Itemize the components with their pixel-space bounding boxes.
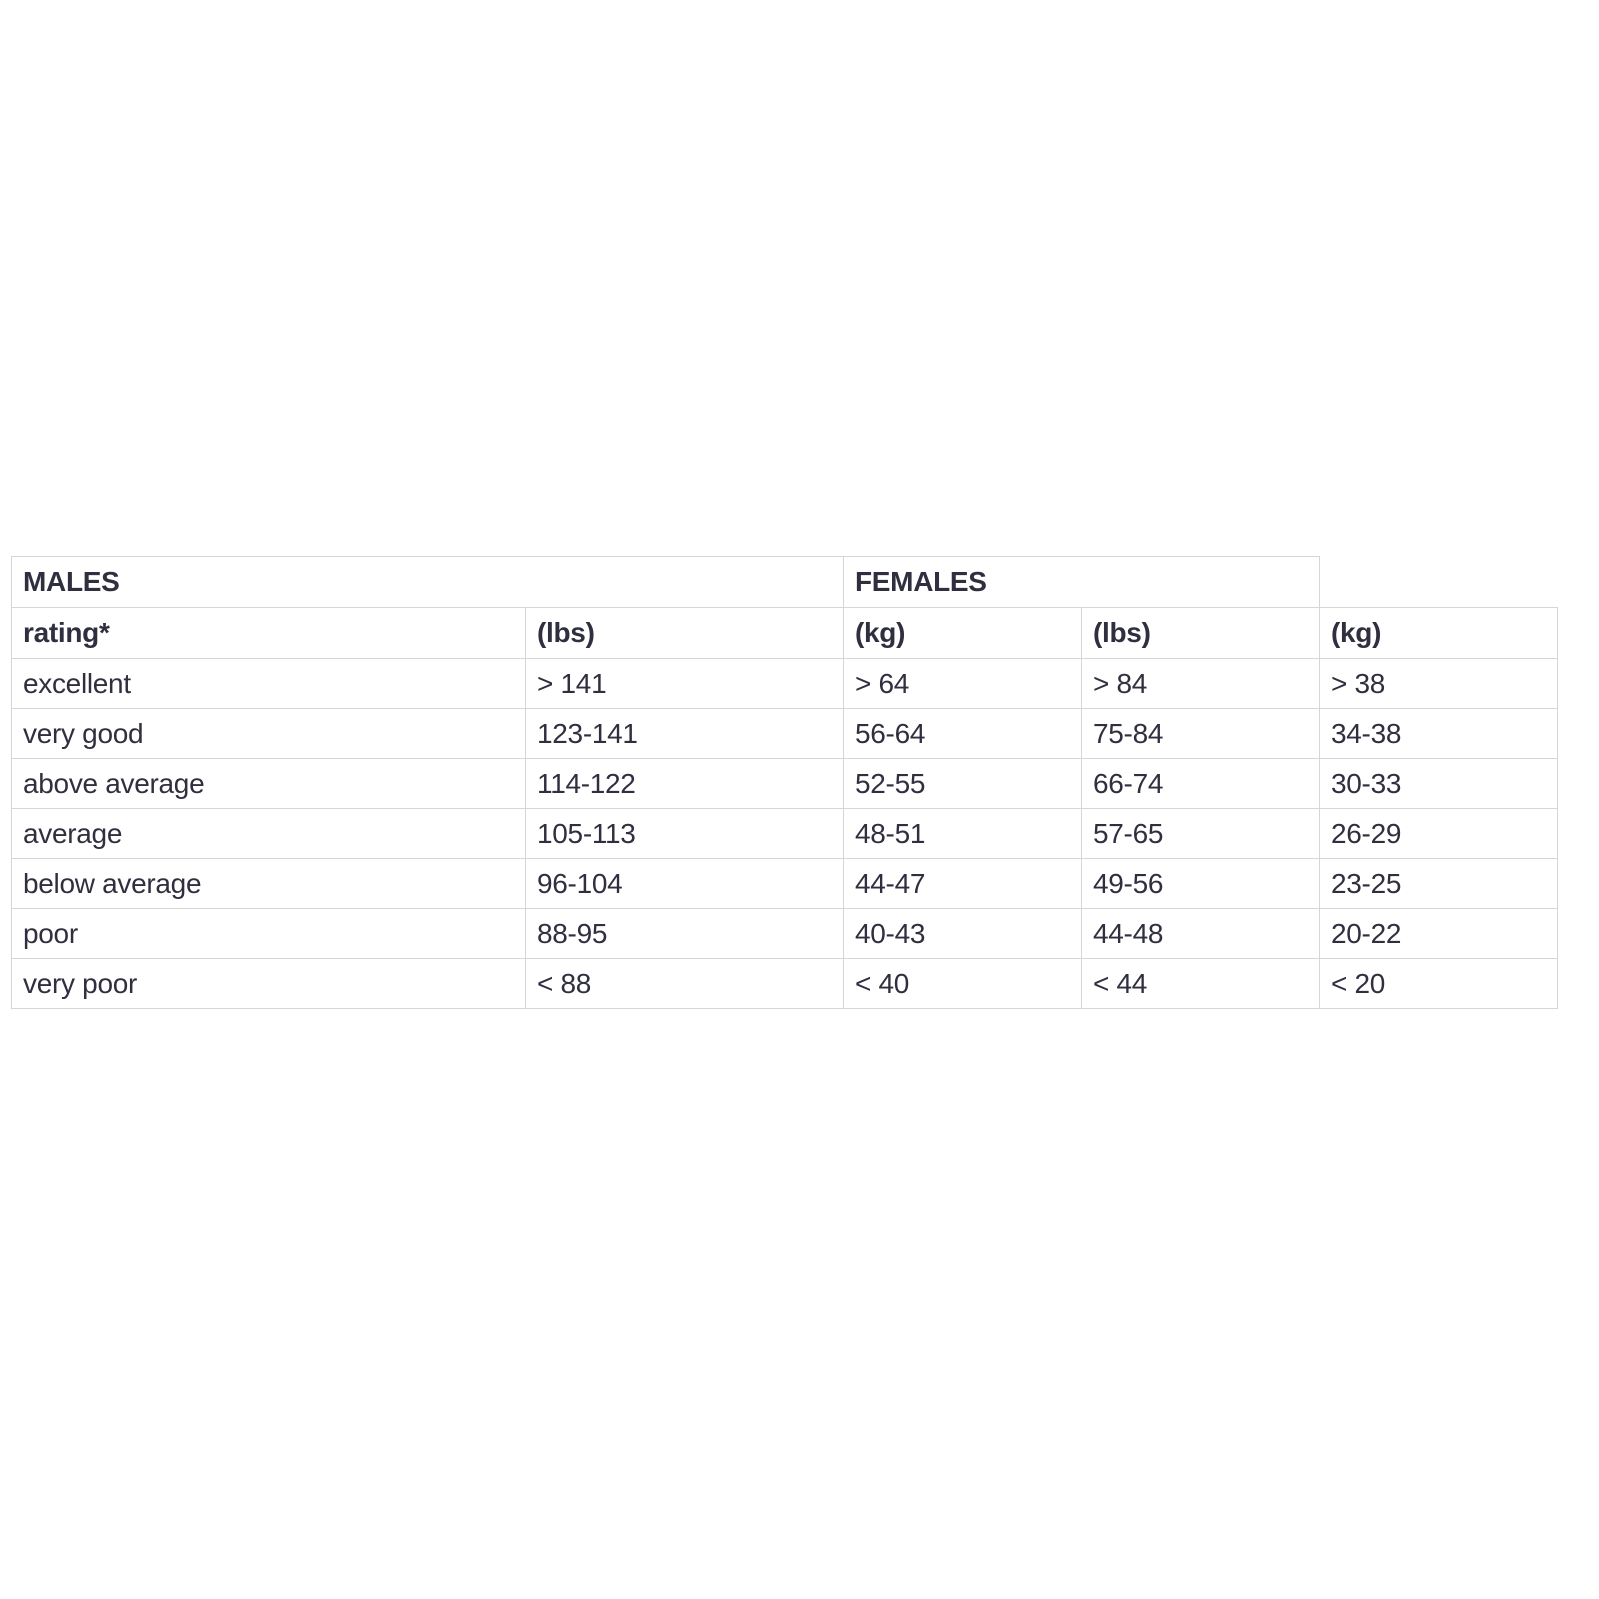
table-cell-females-lbs: 66-74 [1081,758,1320,809]
table-cell-males-kg: 40-43 [843,908,1082,959]
table-cell-females-lbs: 57-65 [1081,808,1320,859]
table-cell-males-kg: 56-64 [843,708,1082,759]
table-cell-rating: excellent [11,658,526,709]
column-header-rating: rating* [11,607,526,659]
table-cell-rating: above average [11,758,526,809]
table-cell-females-kg: < 20 [1319,958,1558,1009]
table-cell-males-kg: 52-55 [843,758,1082,809]
table-cell-females-lbs: 44-48 [1081,908,1320,959]
table-cell-males-lbs: < 88 [525,958,844,1009]
column-header-females-kg: (kg) [1319,607,1558,659]
table-cell-rating: average [11,808,526,859]
column-header-males-kg: (kg) [843,607,1082,659]
column-header-males-lbs: (lbs) [525,607,844,659]
table-cell-females-lbs: 75-84 [1081,708,1320,759]
table-cell-rating: very poor [11,958,526,1009]
table-cell-females-kg: 30-33 [1319,758,1558,809]
table-cell-females-lbs: 49-56 [1081,858,1320,909]
table-cell-females-kg: 34-38 [1319,708,1558,759]
table-cell-males-kg: < 40 [843,958,1082,1009]
table-cell-males-lbs: 123-141 [525,708,844,759]
table-cell-females-kg: > 38 [1319,658,1558,709]
table-cell-males-lbs: 105-113 [525,808,844,859]
group-header-males: MALES [11,556,844,608]
table-cell-females-kg: 20-22 [1319,908,1558,959]
table-cell-females-kg: 26-29 [1319,808,1558,859]
table-cell-males-lbs: > 141 [525,658,844,709]
table-cell-females-lbs: > 84 [1081,658,1320,709]
table-cell-females-lbs: < 44 [1081,958,1320,1009]
table-cell-males-kg: 48-51 [843,808,1082,859]
table-cell-males-lbs: 96-104 [525,858,844,909]
table-cell-rating: poor [11,908,526,959]
group-header-females: FEMALES [843,556,1320,608]
table-cell-males-kg: 44-47 [843,858,1082,909]
table-cell-rating: very good [11,708,526,759]
table-cell-males-lbs: 114-122 [525,758,844,809]
table-cell-rating: below average [11,858,526,909]
table-cell-females-kg: 23-25 [1319,858,1558,909]
column-header-females-lbs: (lbs) [1081,607,1320,659]
table-cell-males-kg: > 64 [843,658,1082,709]
table-cell-males-lbs: 88-95 [525,908,844,959]
